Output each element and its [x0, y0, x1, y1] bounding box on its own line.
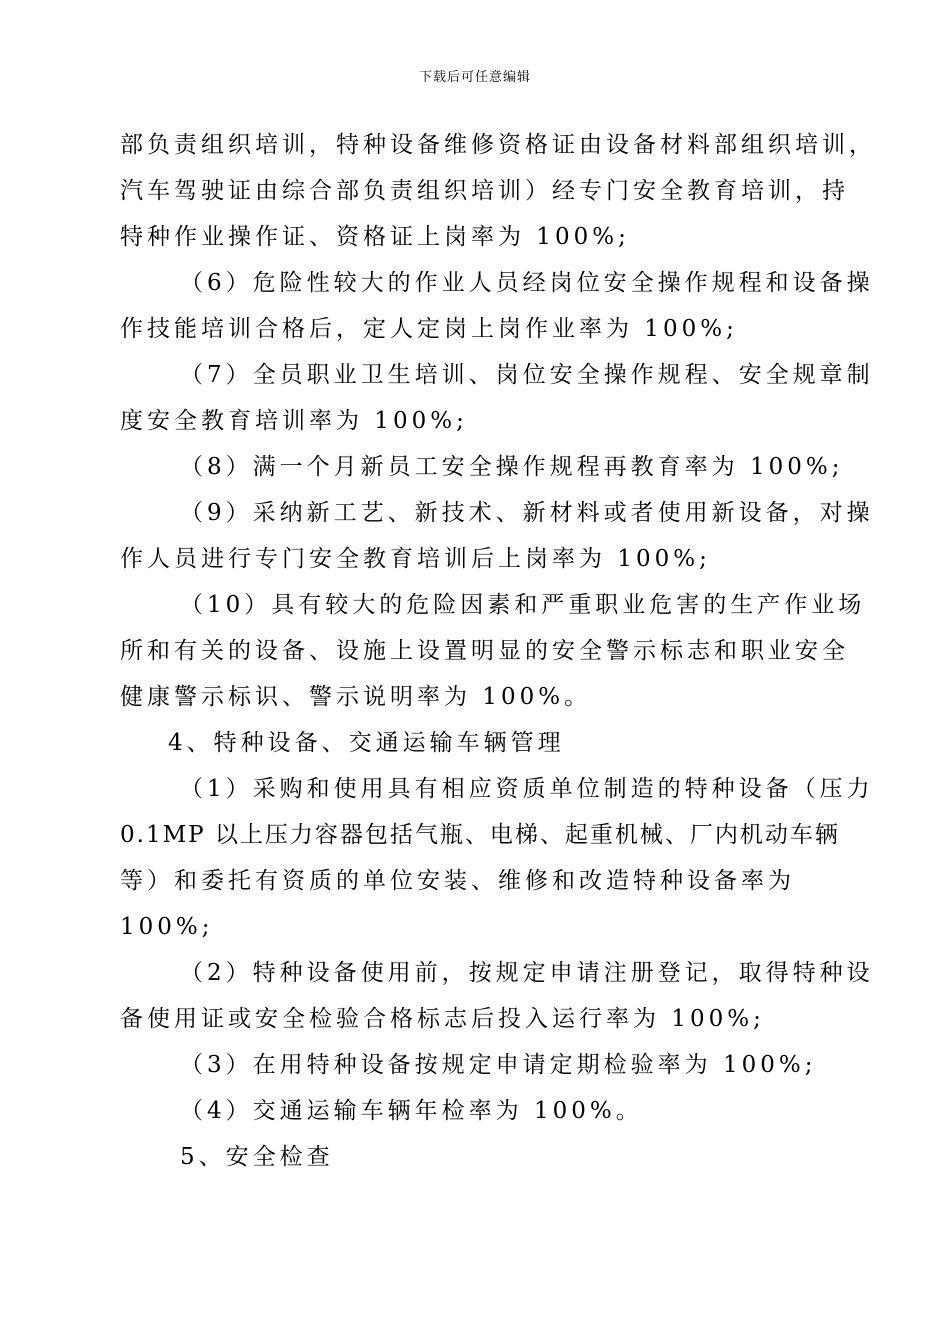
- text-line: 部负责组织培训，特种设备维修资格证由设备材料部组织培训，: [120, 132, 876, 158]
- text-line: （3）在用特种设备按规定申请定期检验率为 100%;: [180, 1052, 817, 1078]
- text-line: 健康警示标识、警示说明率为 100%。: [120, 684, 592, 710]
- text-line: （1）采购和使用具有相应资质单位制造的特种设备（压力: [180, 776, 874, 802]
- text-line: 度安全教育培训率为 100%;: [120, 408, 468, 434]
- page-header: 下载后可任意编辑: [418, 70, 531, 85]
- section-heading: 4、特种设备、交通运输车辆管理: [168, 730, 565, 756]
- text-line: （9）采纳新工艺、新技术、新材料或者使用新设备，对操: [180, 500, 874, 526]
- text-line: （2）特种设备使用前，按规定申请注册登记，取得特种设: [180, 960, 874, 986]
- text-line: （10）具有较大的危险因素和严重职业危害的生产作业场: [180, 592, 866, 618]
- text-line: 等）和委托有资质的单位安装、维修和改造特种设备率为: [120, 868, 795, 894]
- text-line: （6）危险性较大的作业人员经岗位安全操作规程和设备操: [180, 270, 874, 296]
- text-line: 汽车驾驶证由综合部负责组织培训）经专门安全教育培训，持: [120, 178, 849, 204]
- text-line: 作人员进行专门安全教育培训后上岗率为 100%;: [120, 546, 711, 572]
- text-line: （7）全员职业卫生培训、岗位安全操作规程、安全规章制: [180, 362, 874, 388]
- text-line: （4）交通运输车辆年检率为 100%。: [180, 1098, 643, 1124]
- text-line: 备使用证或安全检验合格标志后投入运行率为 100%;: [120, 1006, 765, 1032]
- text-line: （8）满一个月新员工安全操作规程再教育率为 100%;: [180, 454, 844, 480]
- text-line: 作技能培训合格后，定人定岗上岗作业率为 100%;: [120, 316, 738, 342]
- section-heading: 5、安全检查: [180, 1144, 334, 1170]
- text-line: 0.1MP 以上压力容器包括气瓶、电梯、起重机械、厂内机动车辆: [120, 822, 840, 848]
- text-line: 100%;: [120, 914, 214, 940]
- text-line: 所和有关的设备、设施上设置明显的安全警示标志和职业安全: [120, 638, 849, 664]
- text-line: 特种作业操作证、资格证上岗率为 100%;: [120, 224, 630, 250]
